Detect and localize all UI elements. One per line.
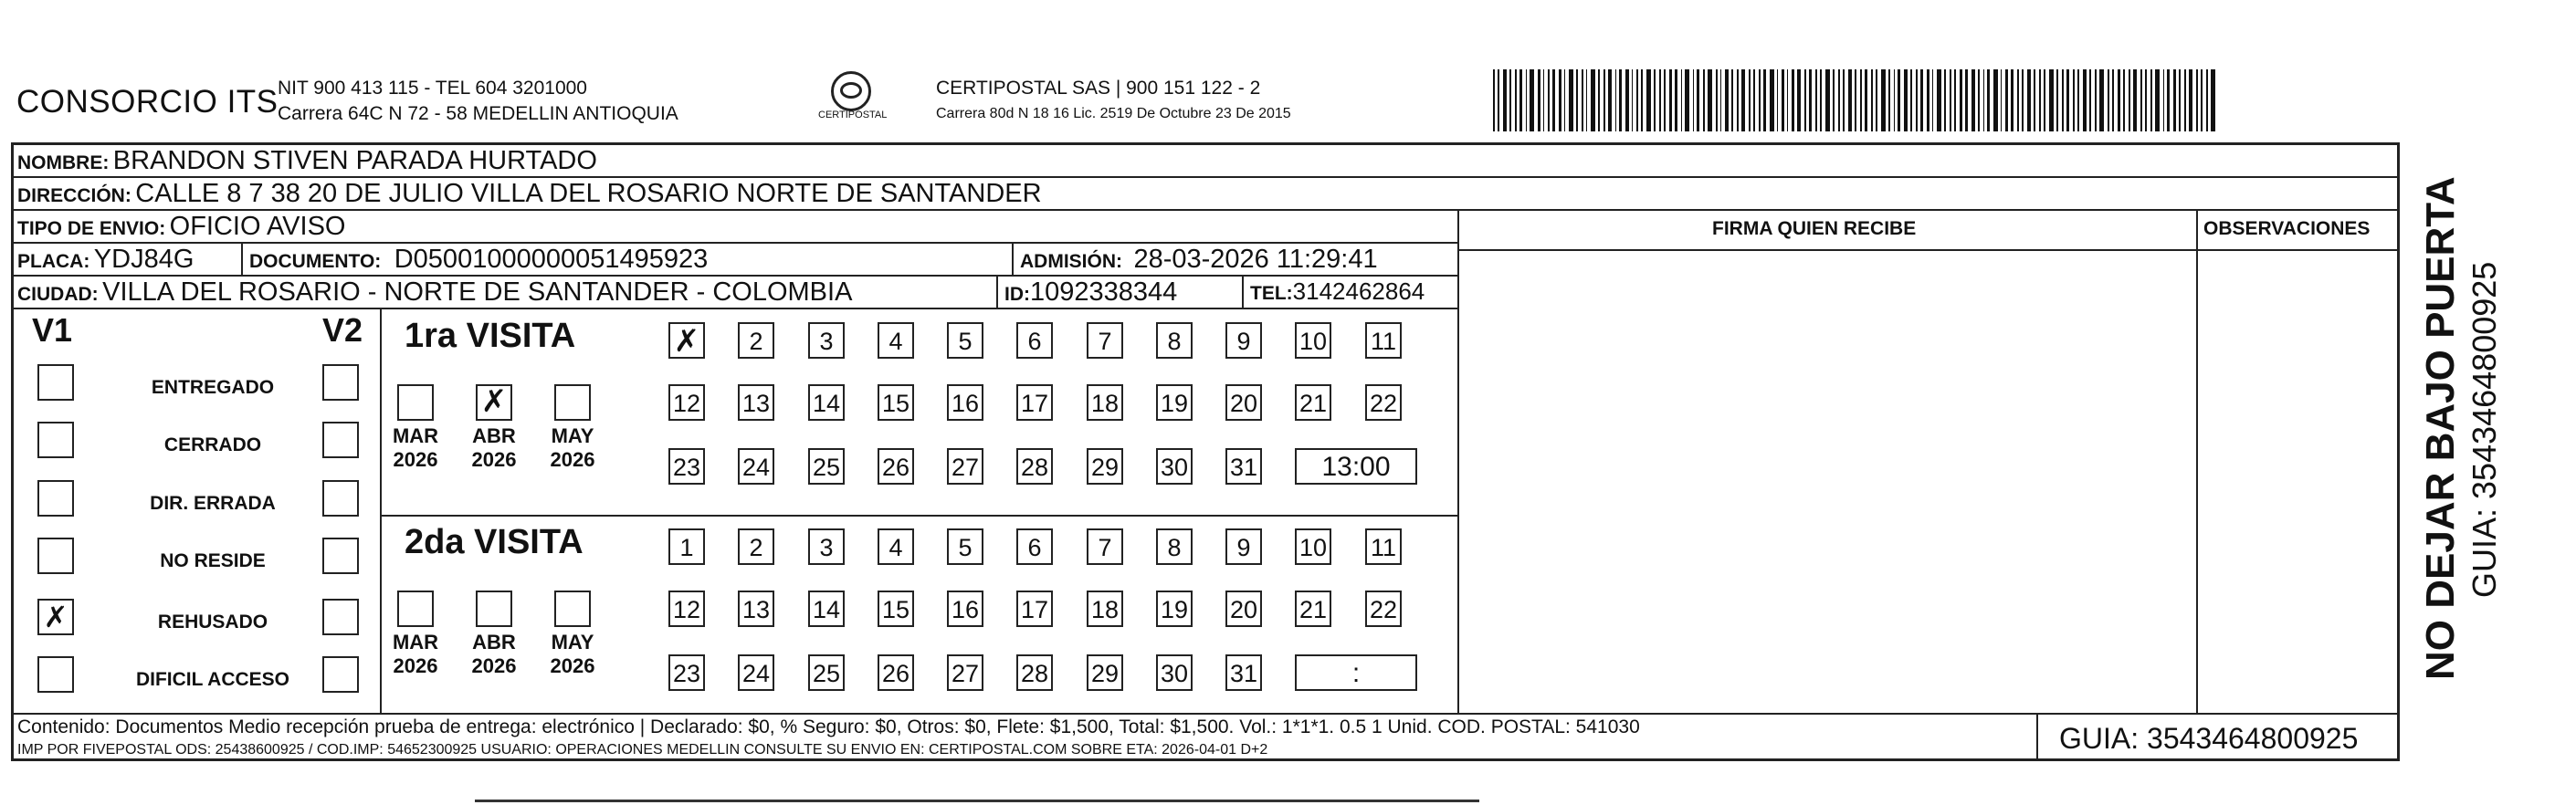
status-label: DIR. ERRADA bbox=[150, 493, 276, 514]
tel-label: TEL: bbox=[1250, 283, 1293, 304]
v1-label: V1 bbox=[32, 311, 73, 349]
barcode-bar bbox=[1741, 69, 1745, 131]
barcode-bar bbox=[1759, 69, 1761, 131]
barcode-bar bbox=[2129, 69, 2130, 131]
v2-checkbox[interactable] bbox=[322, 364, 359, 401]
barcode-bar bbox=[1526, 69, 1528, 131]
barcode-bar bbox=[1731, 69, 1733, 131]
barcode-bar bbox=[1625, 69, 1629, 131]
documento-label: DOCUMENTO: bbox=[249, 251, 382, 272]
barcode-bar bbox=[2056, 69, 2058, 131]
visit1-day-box[interactable]: 2 bbox=[738, 322, 774, 359]
status-label: NO RESIDE bbox=[160, 550, 266, 571]
visit1-day-box[interactable]: 13 bbox=[738, 384, 774, 421]
barcode-bar bbox=[2173, 69, 2176, 131]
visit1-day-box[interactable]: 28 bbox=[1016, 448, 1053, 485]
month-name: MAR bbox=[392, 631, 439, 653]
barcode-bar bbox=[1954, 69, 1956, 131]
month-year: 2026 bbox=[550, 654, 595, 677]
barcode-bar bbox=[1944, 69, 1946, 131]
barcode-bar bbox=[1582, 69, 1583, 131]
barcode-bar bbox=[1993, 69, 1998, 131]
visit2-day-box[interactable]: 24 bbox=[738, 654, 774, 691]
visit1-day-box[interactable]: 29 bbox=[1087, 448, 1123, 485]
barcode-bar bbox=[2017, 69, 2019, 131]
logo-text: CERTIPOSTAL bbox=[818, 110, 888, 120]
barcode-bar bbox=[1720, 69, 1722, 131]
barcode-bar bbox=[1564, 69, 1566, 131]
barcode-bar bbox=[2022, 69, 2024, 131]
barcode-bar bbox=[1654, 69, 1656, 131]
barcode-bar bbox=[2066, 69, 2069, 131]
barcode-bar bbox=[1615, 69, 1617, 131]
tipo-envio-label: TIPO DE ENVIO: bbox=[17, 218, 166, 239]
barcode-bar bbox=[1865, 69, 1867, 131]
visit1-month-checkbox[interactable] bbox=[397, 384, 434, 421]
barcode-bar bbox=[1797, 69, 1801, 131]
barcode-bar bbox=[1848, 69, 1852, 131]
barcode-bar bbox=[1693, 69, 1695, 131]
visit2-day-box[interactable]: 15 bbox=[878, 591, 914, 627]
visit2-day-box[interactable]: 27 bbox=[947, 654, 983, 691]
barcode-bar bbox=[2206, 69, 2208, 131]
barcode-bar bbox=[2039, 69, 2041, 131]
barcode-bar bbox=[2167, 69, 2169, 131]
company-nit: NIT 900 413 115 - TEL 604 3201000 bbox=[278, 78, 587, 99]
visit1-day-box[interactable]: 21 bbox=[1295, 384, 1331, 421]
visit1-day-box[interactable]: 16 bbox=[947, 384, 983, 421]
visit1-day-box[interactable]: 27 bbox=[947, 448, 983, 485]
visit2-month-label bbox=[467, 631, 521, 678]
barcode-bar bbox=[1932, 69, 1934, 131]
barcode-bar bbox=[1838, 69, 1840, 131]
barcode-bar bbox=[1871, 69, 1873, 131]
barcode-bar bbox=[2095, 69, 2097, 131]
barcode-bar bbox=[1809, 69, 1812, 131]
visit2-day-box[interactable]: 5 bbox=[947, 528, 983, 565]
visit1-day-box[interactable]: 11 bbox=[1365, 322, 1402, 359]
visit2-day-box[interactable]: 3 bbox=[808, 528, 845, 565]
barcode-bar bbox=[1608, 69, 1611, 131]
barcode-bar bbox=[2118, 69, 2120, 131]
visit1-time-box[interactable]: 13:00 bbox=[1295, 448, 1417, 485]
barcode-bar bbox=[2099, 69, 2104, 131]
v2-checkbox[interactable] bbox=[322, 538, 359, 574]
month-name: MAR bbox=[392, 424, 439, 447]
visit1-day-box[interactable]: 12 bbox=[668, 384, 705, 421]
visit2-day-box[interactable]: 8 bbox=[1156, 528, 1193, 565]
barcode-bar bbox=[1782, 69, 1783, 131]
month-name: ABR bbox=[472, 424, 516, 447]
barcode-bar bbox=[1804, 69, 1806, 131]
barcode-bar bbox=[1669, 69, 1672, 131]
visit2-time-box[interactable]: : bbox=[1295, 654, 1417, 691]
barcode-bar bbox=[1950, 69, 1951, 131]
visit2-day-box[interactable]: 28 bbox=[1016, 654, 1053, 691]
company-address: Carrera 64C N 72 - 58 MEDELLIN ANTIOQUIA bbox=[278, 103, 678, 124]
barcode-bar bbox=[1646, 69, 1651, 131]
visit1-day-box[interactable]: 20 bbox=[1225, 384, 1262, 421]
observaciones-label: OBSERVACIONES bbox=[2203, 218, 2371, 239]
tel-value: 3142462864 bbox=[1292, 277, 1425, 305]
barcode-bar bbox=[2044, 69, 2045, 131]
visit2-month-label bbox=[388, 631, 443, 678]
direccion-value: CALLE 8 7 38 20 DE JULIO VILLA DEL ROSARIO NORTE DE SANTANDER bbox=[135, 179, 1042, 208]
visit2-day-box[interactable]: 6 bbox=[1016, 528, 1053, 565]
visit1-day-box[interactable]: 23 bbox=[668, 448, 705, 485]
barcode-bar bbox=[1515, 69, 1517, 131]
barcode-bar bbox=[2089, 69, 2091, 131]
barcode-bar bbox=[1548, 69, 1550, 131]
barcode-bar bbox=[1708, 69, 1712, 131]
nombre-value: BRANDON STIVEN PARADA HURTADO bbox=[112, 146, 597, 175]
visit2-day-box[interactable]: 22 bbox=[1365, 591, 1402, 627]
bottom-divider bbox=[475, 800, 1479, 802]
barcode-bar bbox=[2184, 69, 2186, 131]
barcode-bar bbox=[2155, 69, 2160, 131]
visit1-day-box[interactable]: 22 bbox=[1365, 384, 1402, 421]
visit2-day-box[interactable]: 1 bbox=[668, 528, 705, 565]
visit1-day-box[interactable]: 4 bbox=[878, 322, 914, 359]
visit2-day-box[interactable]: 17 bbox=[1016, 591, 1053, 627]
visit2-day-box[interactable]: 9 bbox=[1225, 528, 1262, 565]
visit2-day-box[interactable]: 18 bbox=[1087, 591, 1123, 627]
certipostal-logo bbox=[818, 71, 888, 128]
visit1-day-box[interactable]: 25 bbox=[808, 448, 845, 485]
barcode-bar bbox=[1493, 69, 1495, 131]
visit2-day-box[interactable]: 13 bbox=[738, 591, 774, 627]
visit2-day-box[interactable]: 2 bbox=[738, 528, 774, 565]
visit1-month-checkbox[interactable]: ✗ bbox=[476, 384, 512, 421]
carrier-address: Carrera 80d N 18 16 Lic. 2519 De Octubre 23 De 2015 bbox=[936, 106, 1291, 121]
admision-label: ADMISIÓN: bbox=[1020, 251, 1122, 272]
barcode-bar bbox=[1910, 69, 1912, 131]
barcode-bar bbox=[1681, 69, 1683, 131]
barcode-bar bbox=[2133, 69, 2137, 131]
month-name: ABR bbox=[472, 631, 516, 653]
month-name: MAY bbox=[551, 424, 594, 447]
side-guia: GUIA: 3543464800925 bbox=[2466, 261, 2503, 598]
barcode-bar bbox=[1833, 69, 1835, 131]
barcode-bar bbox=[1894, 69, 1896, 131]
barcode-bar bbox=[1636, 69, 1638, 131]
visit1-day-box[interactable]: 30 bbox=[1156, 448, 1193, 485]
visit2-day-box[interactable]: 11 bbox=[1365, 528, 1402, 565]
barcode-bar bbox=[1960, 69, 1962, 131]
id-label: ID: bbox=[1004, 284, 1030, 305]
admision-value: 28-03-2026 11:29:41 bbox=[1133, 245, 1378, 274]
placa-value: YDJ84G bbox=[93, 245, 195, 274]
visit1-day-box[interactable]: 9 bbox=[1225, 322, 1262, 359]
visit1-month-label bbox=[467, 424, 521, 472]
visit1-day-box[interactable]: 6 bbox=[1016, 322, 1053, 359]
barcode-bar bbox=[1530, 69, 1534, 131]
side-warning: NO DEJAR BAJO PUERTA bbox=[2418, 176, 2463, 680]
barcode-bar bbox=[1978, 69, 1980, 131]
month-year: 2026 bbox=[393, 448, 438, 471]
v1-checkbox[interactable] bbox=[37, 656, 74, 693]
barcode-bar bbox=[1927, 69, 1929, 131]
barcode-bar bbox=[1749, 69, 1751, 131]
barcode-bar bbox=[1685, 69, 1688, 131]
barcode-bar bbox=[1538, 69, 1540, 131]
barcode-bar bbox=[1965, 69, 1967, 131]
visit2-day-box[interactable]: 31 bbox=[1225, 654, 1262, 691]
barcode-bar bbox=[1876, 69, 1877, 131]
barcode-bar bbox=[1737, 69, 1739, 131]
barcode-bar bbox=[2179, 69, 2181, 131]
visit1-day-box[interactable]: 10 bbox=[1295, 322, 1331, 359]
barcode-bar bbox=[2201, 69, 2203, 131]
barcode-bar bbox=[2140, 69, 2142, 131]
status-label: DIFICIL ACCESO bbox=[135, 669, 289, 690]
barcode-bar bbox=[1753, 69, 1755, 131]
barcode-bar bbox=[1815, 69, 1817, 131]
footer-guia: GUIA: 3543464800925 bbox=[2059, 722, 2359, 755]
barcode-bar bbox=[1697, 69, 1698, 131]
visit2-month-checkbox[interactable] bbox=[397, 591, 434, 627]
barcode-bar bbox=[2049, 69, 2054, 131]
barcode-bar bbox=[2189, 69, 2192, 131]
barcode-bar bbox=[2011, 69, 2013, 131]
barcode bbox=[1493, 69, 2219, 131]
barcode-bar bbox=[2073, 69, 2075, 131]
barcode-bar bbox=[1825, 69, 1830, 131]
barcode-bar bbox=[1777, 69, 1779, 131]
barcode-bar bbox=[1675, 69, 1677, 131]
visit1-month-label bbox=[388, 424, 443, 472]
id-value: 1092338344 bbox=[1030, 277, 1178, 307]
barcode-bar bbox=[2062, 69, 2064, 131]
barcode-bar bbox=[2077, 69, 2079, 131]
barcode-bar bbox=[1659, 69, 1661, 131]
barcode-bar bbox=[1503, 69, 1507, 131]
v2-checkbox[interactable] bbox=[322, 480, 359, 517]
visit1-day-box[interactable]: 15 bbox=[878, 384, 914, 421]
visit1-day-box[interactable]: 24 bbox=[738, 448, 774, 485]
visit1-day-box[interactable]: 7 bbox=[1087, 322, 1123, 359]
visit1-day-box[interactable]: 18 bbox=[1087, 384, 1123, 421]
barcode-bar bbox=[1763, 69, 1766, 131]
v1-checkbox[interactable]: ✗ bbox=[37, 599, 74, 635]
barcode-bar bbox=[1916, 69, 1918, 131]
status-label: ENTREGADO bbox=[151, 377, 275, 398]
barcode-bar bbox=[1559, 69, 1561, 131]
barcode-bar bbox=[1586, 69, 1588, 131]
visit1-day-box[interactable]: 8 bbox=[1156, 322, 1193, 359]
visit2-day-box[interactable]: 25 bbox=[808, 654, 845, 691]
ciudad-value: VILLA DEL ROSARIO - NORTE DE SANTANDER - COLOMBIA bbox=[102, 277, 853, 307]
barcode-bar bbox=[2027, 69, 2031, 131]
barcode-bar bbox=[1983, 69, 1985, 131]
barcode-bar bbox=[1860, 69, 1862, 131]
v2-checkbox[interactable] bbox=[322, 422, 359, 458]
month-year: 2026 bbox=[471, 448, 517, 471]
barcode-bar bbox=[1920, 69, 1923, 131]
barcode-bar bbox=[1855, 69, 1856, 131]
v1-checkbox[interactable] bbox=[37, 364, 74, 401]
barcode-bar bbox=[1498, 69, 1499, 131]
status-label: REHUSADO bbox=[157, 612, 268, 632]
barcode-bar bbox=[1792, 69, 1793, 131]
visit2-day-box[interactable]: 20 bbox=[1225, 591, 1262, 627]
visit1-title: 1ra VISITA bbox=[405, 317, 576, 355]
barcode-bar bbox=[2145, 69, 2147, 131]
visit2-title: 2da VISITA bbox=[405, 523, 584, 561]
nombre-label: NOMBRE: bbox=[17, 152, 110, 173]
barcode-bar bbox=[1787, 69, 1789, 131]
month-name: MAY bbox=[551, 631, 594, 653]
barcode-bar bbox=[1591, 69, 1595, 131]
barcode-bar bbox=[2034, 69, 2035, 131]
ciudad-label: CIUDAD: bbox=[17, 284, 99, 305]
barcode-bar bbox=[1881, 69, 1886, 131]
barcode-bar bbox=[1703, 69, 1705, 131]
barcode-bar bbox=[2112, 69, 2114, 131]
barcode-bar bbox=[1632, 69, 1634, 131]
barcode-bar bbox=[1552, 69, 1555, 131]
status-label: CERRADO bbox=[163, 434, 262, 455]
visit2-month-label bbox=[545, 631, 600, 678]
barcode-bar bbox=[1898, 69, 1899, 131]
visit2-day-box[interactable]: 30 bbox=[1156, 654, 1193, 691]
barcode-bar bbox=[2163, 69, 2165, 131]
barcode-bar bbox=[2196, 69, 2198, 131]
barcode-bar bbox=[2108, 69, 2109, 131]
barcode-bar bbox=[1543, 69, 1545, 131]
barcode-bar bbox=[2083, 69, 2087, 131]
barcode-bar bbox=[1725, 69, 1728, 131]
tipo-envio-value: OFICIO AVISO bbox=[169, 212, 346, 241]
barcode-bar bbox=[1576, 69, 1578, 131]
logo-inner-icon bbox=[840, 82, 862, 99]
barcode-bar bbox=[1843, 69, 1845, 131]
visit2-day-box[interactable]: 26 bbox=[878, 654, 914, 691]
carrier-name: CERTIPOSTAL SAS | 900 151 122 - 2 bbox=[936, 78, 1261, 99]
barcode-bar bbox=[1971, 69, 1975, 131]
visit1-day-box[interactable]: ✗ bbox=[668, 322, 705, 359]
visit1-day-box[interactable]: 19 bbox=[1156, 384, 1193, 421]
v2-checkbox[interactable] bbox=[322, 656, 359, 693]
barcode-bar bbox=[1904, 69, 1908, 131]
month-year: 2026 bbox=[550, 448, 595, 471]
barcode-bar bbox=[1770, 69, 1774, 131]
visit2-day-box[interactable]: 29 bbox=[1087, 654, 1123, 691]
v1-checkbox[interactable] bbox=[37, 422, 74, 458]
barcode-bar bbox=[1888, 69, 1890, 131]
month-year: 2026 bbox=[471, 654, 517, 677]
barcode-bar bbox=[1641, 69, 1643, 131]
barcode-bar bbox=[1619, 69, 1621, 131]
barcode-bar bbox=[2123, 69, 2125, 131]
barcode-bar bbox=[2001, 69, 2003, 131]
barcode-bar bbox=[1509, 69, 1511, 131]
placa-label: PLACA: bbox=[17, 251, 90, 272]
visit1-day-box[interactable]: 17 bbox=[1016, 384, 1053, 421]
company-name: CONSORCIO ITS bbox=[16, 84, 279, 120]
visit1-day-box[interactable]: 3 bbox=[808, 322, 845, 359]
direccion-label: DIRECCIÓN: bbox=[17, 185, 131, 206]
visit1-month-checkbox[interactable] bbox=[554, 384, 591, 421]
barcode-bar bbox=[1603, 69, 1605, 131]
barcode-bar bbox=[1820, 69, 1822, 131]
barcode-bar bbox=[1664, 69, 1666, 131]
barcode-bar bbox=[1937, 69, 1941, 131]
visit2-day-box[interactable]: 10 bbox=[1295, 528, 1331, 565]
delivery-form bbox=[11, 142, 2400, 761]
visit2-day-box[interactable]: 7 bbox=[1087, 528, 1123, 565]
barcode-bar bbox=[2211, 69, 2215, 131]
visit1-day-box[interactable]: 5 bbox=[947, 322, 983, 359]
visit2-day-box[interactable]: 23 bbox=[668, 654, 705, 691]
footer-line-2: IMP POR FIVEPOSTAL ODS: 25438600925 / COD.IMP: 54652300925 USUARIO: OPERACIONES MEDELLIN CONSULTE SU ENVIO EN: CERTIPOSTAL.COM SOBRE ETA: 2026-04-01 D+2 bbox=[17, 742, 1268, 758]
visit2-day-box[interactable]: 21 bbox=[1295, 591, 1331, 627]
barcode-bar bbox=[1716, 69, 1718, 131]
footer-line-1: Contenido: Documentos Medio recepción prueba de entrega: electrónico | Declarado: $0, % Seguro: $0, Otros: $0, Flete: $1,500, Total: $1,500. Vol.: 1*1*1. 0.5 1 Unid. COD. POSTAL: 541030 bbox=[17, 716, 1640, 737]
barcode-bar bbox=[1987, 69, 1989, 131]
visit2-day-box[interactable]: 14 bbox=[808, 591, 845, 627]
documento-value: D05001000000051495923 bbox=[394, 245, 709, 274]
v1-checkbox[interactable] bbox=[37, 480, 74, 517]
visit1-day-box[interactable]: 26 bbox=[878, 448, 914, 485]
month-year: 2026 bbox=[393, 654, 438, 677]
visit2-day-box[interactable]: 12 bbox=[668, 591, 705, 627]
v2-checkbox[interactable] bbox=[322, 599, 359, 635]
visit1-day-box[interactable]: 14 bbox=[808, 384, 845, 421]
v2-label: V2 bbox=[322, 311, 363, 349]
barcode-bar bbox=[1598, 69, 1600, 131]
firma-label: FIRMA QUIEN RECIBE bbox=[1712, 218, 1917, 239]
visit1-month-label bbox=[545, 424, 600, 472]
visit2-day-box[interactable]: 4 bbox=[878, 528, 914, 565]
barcode-bar bbox=[2150, 69, 2152, 131]
visit2-day-box[interactable]: 19 bbox=[1156, 591, 1193, 627]
v1-checkbox[interactable] bbox=[37, 538, 74, 574]
barcode-bar bbox=[2005, 69, 2007, 131]
visit2-day-box[interactable]: 16 bbox=[947, 591, 983, 627]
visit1-day-box[interactable]: 31 bbox=[1225, 448, 1262, 485]
barcode-bar bbox=[1569, 69, 1572, 131]
visit2-month-checkbox[interactable] bbox=[476, 591, 512, 627]
barcode-bar bbox=[1519, 69, 1521, 131]
visit2-month-checkbox[interactable] bbox=[554, 591, 591, 627]
